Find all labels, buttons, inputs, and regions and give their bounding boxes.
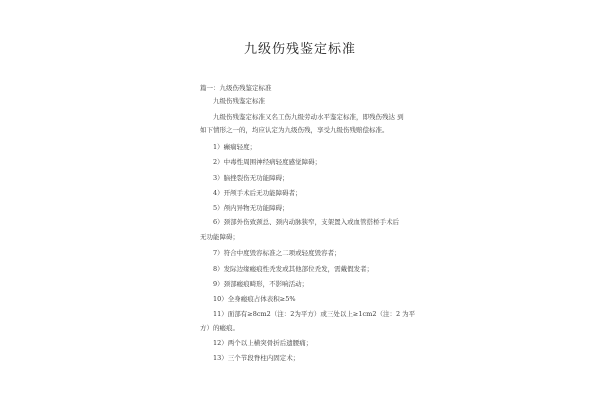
list-item: 12）两个以上横突骨折后遗腰痛；: [213, 339, 313, 347]
list-item: 11）面部有≥8cm2（注：2为平方）或三处以上≥1cm2（注：2 为平: [213, 310, 416, 318]
list-item: 5）颅内异物无功能障碍；: [213, 204, 289, 212]
list-item: 4）开颅手术后无功能障碍者；: [213, 189, 302, 197]
list-item: 10）全身瘢痕占体表积≥5%: [213, 295, 296, 303]
list-item: 8）发际边缘瘢痕性秃发或其他部位秃发，需戴假发者；: [213, 265, 374, 273]
list-item: 9）颈部瘢痕畸形，不影响活动；: [213, 280, 309, 288]
list-item: 13）三个节段脊柱内固定术；: [213, 354, 300, 362]
list-item: 7）符合中度毁容标准之二项或轻度毁容者；: [213, 249, 341, 257]
intro-paragraph-line-2: 如下情形之一的，均应认定为九级伤残，享受九级伤残赔偿标准。: [200, 126, 389, 134]
intro-paragraph-line-1: 九级伤残鉴定标准又名工伤九级劳动水平鉴定标准，即残伤残达 到: [213, 113, 404, 121]
list-item-continuation: 方）的瘢痕。: [200, 324, 239, 332]
list-item: 6）颈部外伤致颈总、颈内动脉狭窄，支架置入或血管搭桥手术后: [213, 218, 400, 226]
chapter-heading: 篇一：九级伤残鉴定标准: [200, 84, 272, 92]
list-item: 1）癫痫轻度；: [213, 143, 257, 151]
list-item-continuation: 无功能障碍；: [200, 233, 239, 241]
document-title: 九级伤残鉴定标准: [243, 42, 356, 57]
list-item: 2）中毒性周围神经病轻度感觉障碍；: [213, 158, 322, 166]
list-item: 3）脑挫裂伤无功能障碍；: [213, 174, 289, 182]
section-heading: 九级伤残鉴定标准: [213, 97, 265, 105]
